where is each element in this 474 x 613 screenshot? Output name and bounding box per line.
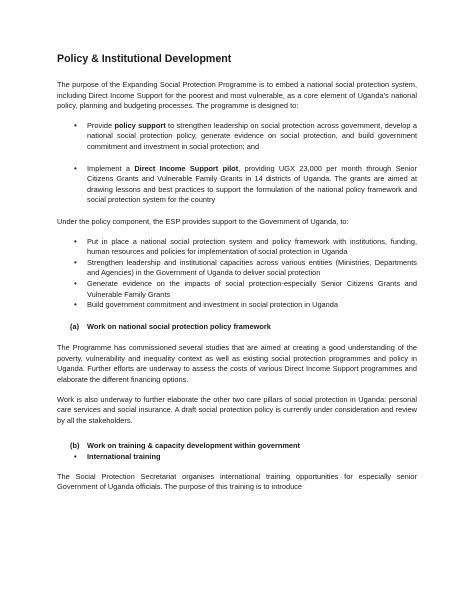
subsection-title: Work on national social protection policy framework (87, 321, 271, 331)
bullet-text-pre: Implement a (87, 163, 135, 173)
bullet-text-bold: policy support (114, 120, 166, 130)
bullet-text-bold: Direct Income Support pilot (134, 163, 239, 173)
bullet-text: Build government commitment and investment in social protection in Uganda (87, 300, 339, 310)
bullet-marker: • (74, 163, 77, 173)
policy-bullet-item (57, 279, 417, 300)
bullet-text-post: to strengthen leadership on social protection across government, develop a national social protection policy, generate evidence on social protection, and build government commitment and investment in social protection; and (87, 120, 417, 151)
bullet-marker: • (74, 257, 77, 267)
section-heading: Policy & Institutional Development (57, 53, 232, 65)
intro-paragraph: The purpose of the Expanding Social Protection Programme is to embed a national social protection system, including Direct Income Support for the poorest and most vulnerable, as a core element of Uganda’s national policy, planning and budgeting processes. The programme is designed to: (57, 80, 417, 111)
policy-bullet-list (57, 237, 417, 311)
design-bullet-item (57, 164, 417, 206)
bullet-marker: • (74, 236, 77, 246)
sub-bullet-text: International training (87, 452, 161, 462)
subsection-b-sub-bullet (57, 452, 417, 463)
policy-component-paragraph: Under the policy component, the ESP provides support to the Government of Uganda, to: (57, 216, 349, 226)
design-bullet-list (57, 121, 417, 206)
subsection-a-paragraph-1: The Programme has commissioned several studies that are aimed at creating a good understanding of the poverty, vulnerability and inequality context as well as existing social protection programmes and policy in Uganda. Further efforts are underway to assess the costs of various Direct Income Support programmes and elaborate the different financing options. (57, 343, 417, 385)
subsection-marker: (b) (70, 441, 80, 451)
bullet-marker: • (74, 452, 77, 462)
subsection-marker: (a) (70, 321, 80, 331)
document-page (57, 53, 417, 502)
bullet-text-post: , providing UGX 23,000 per month through Senior Citizens Grants and Vulnerable Family Grants in 14 districts of Uganda. The grants are aimed at drawing lessons and best practices to support the formulation of the national policy framework and social protection system for the country (87, 163, 417, 205)
bullet-marker: • (74, 120, 77, 130)
bullet-text: Strengthen leadership and institutional capacities across various entities (Ministries, Departments and Agencies) in the Government of Uganda to deliver social protection (87, 257, 417, 278)
subsection-title: Work on training & capacity development within government (87, 441, 300, 451)
bullet-marker: • (74, 300, 77, 310)
bullet-text: Put in place a national social protection system and policy framework with institutions, funding, human resources and policies for implementation of social protection in Uganda (87, 236, 417, 257)
policy-bullet-item (57, 300, 417, 311)
bullet-marker: • (74, 278, 77, 288)
subsection-a-heading (57, 322, 417, 333)
subsection-b-paragraph-1: The Social Protection Secretariat organises international training opportunities for especially senior Government of Uganda officials. The purpose of this training is to introduce (57, 471, 417, 492)
bullet-text: Generate evidence on the impacts of social protection-especially Senior Citizens Grants and Vulnerable Family Grants (87, 278, 417, 299)
subsection-b-heading (57, 441, 417, 452)
bullet-text-pre: Provide (87, 120, 115, 130)
subsection-a-paragraph-2: Work is also underway to further elaborate the other two care pillars of social protection in Uganda: personal care services and social insurance. A draft social protection policy is currently under consideration and review by all the stakeholders. (57, 394, 417, 425)
design-bullet-item (57, 121, 417, 153)
policy-bullet-item (57, 258, 417, 279)
policy-bullet-item (57, 237, 417, 258)
